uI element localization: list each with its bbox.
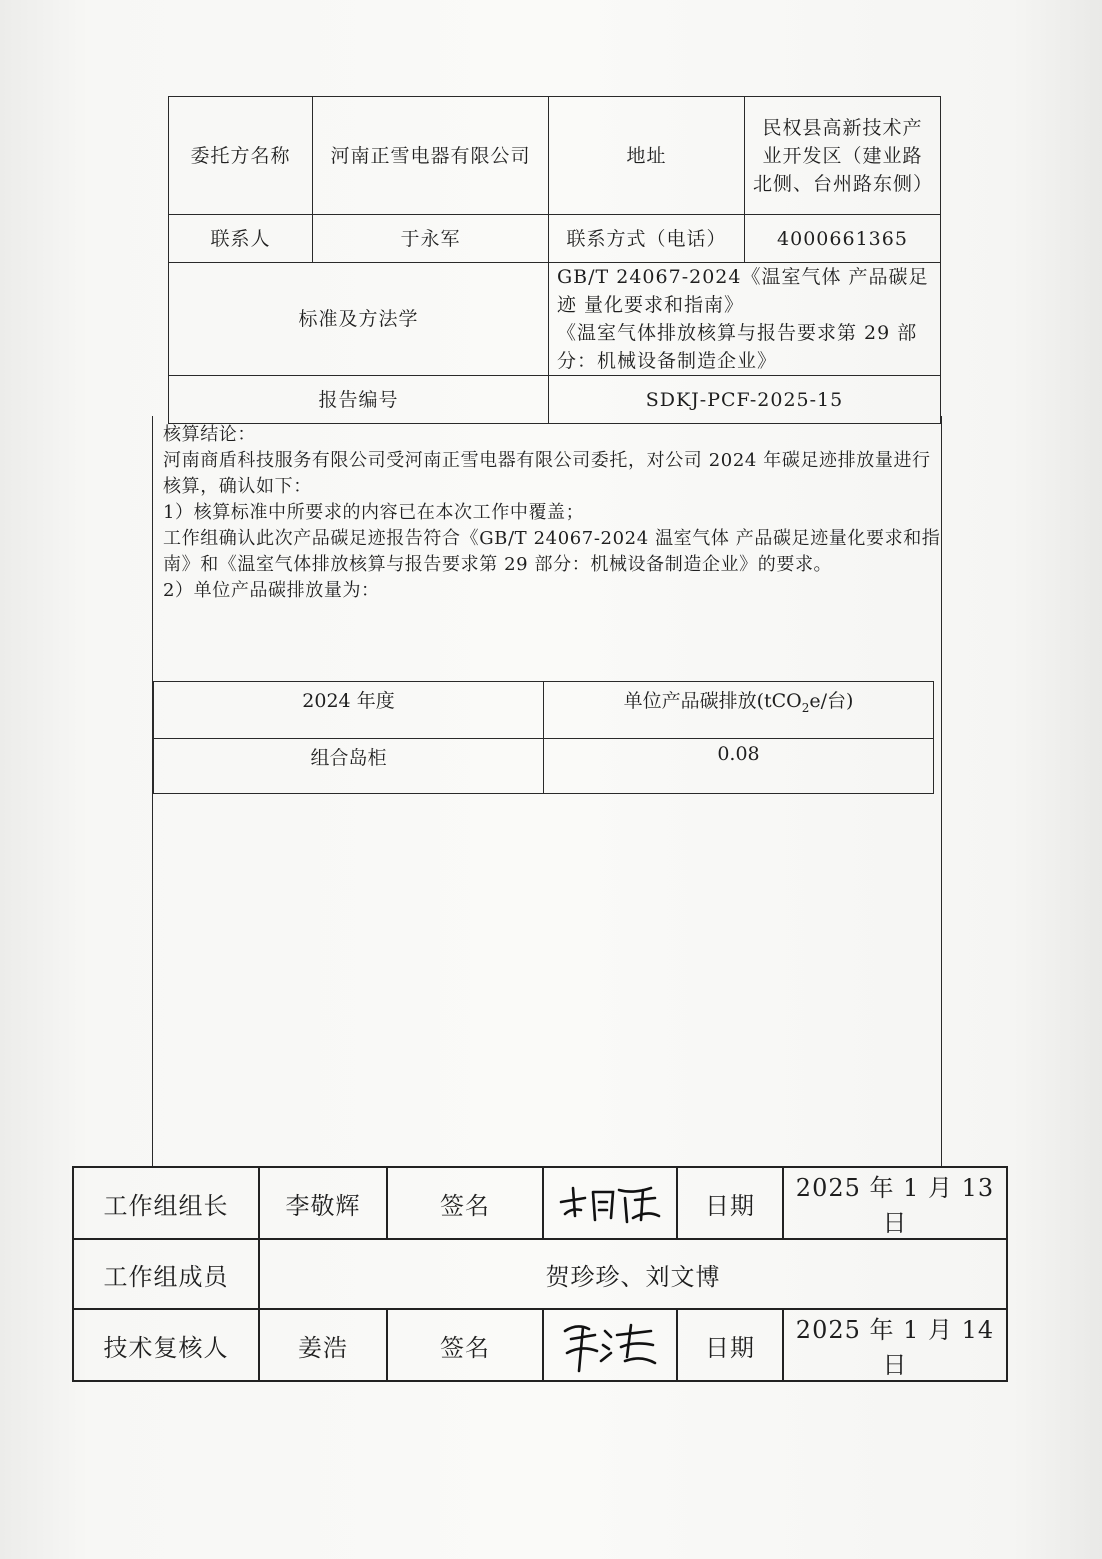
reviewer-signature-mark bbox=[555, 1317, 665, 1373]
standard-value-line-1: GB/T 24067-2024《温室气体 产品碳足迹 量化要求和指南》 bbox=[557, 266, 929, 316]
unit-header bbox=[544, 682, 934, 739]
conclusion-paragraph-1: 河南商盾科技服务有限公司受河南正雪电器有限公司委托，对公司 2024 年碳足迹排放量进行核算，确认如下： bbox=[163, 450, 931, 497]
address-value: 民权县高新技术产业开发区（建业路北侧、台州路东侧） bbox=[745, 97, 941, 215]
contact-label: 联系人 bbox=[169, 215, 313, 263]
unit-header-prefix: 单位产品碳排放(tCO bbox=[623, 690, 802, 712]
contact-value: 于永军 bbox=[313, 215, 549, 263]
emission-value: 0.08 bbox=[544, 739, 934, 794]
conclusion-item-2: 2）单位产品碳排放量为： bbox=[163, 580, 380, 601]
reviewer-label: 技术复核人 bbox=[73, 1309, 259, 1381]
members-value: 贺珍珍、刘文博 bbox=[259, 1239, 1007, 1309]
reviewer-name: 姜浩 bbox=[259, 1309, 387, 1381]
leader-name: 李敬辉 bbox=[259, 1167, 387, 1239]
address-label: 地址 bbox=[549, 97, 745, 215]
client-value: 河南正雪电器有限公司 bbox=[313, 97, 549, 215]
standard-value bbox=[549, 263, 941, 376]
reviewer-signature bbox=[543, 1309, 677, 1381]
signature-table bbox=[72, 1166, 1008, 1382]
leader-label: 工作组组长 bbox=[73, 1167, 259, 1239]
unit-header-subscript: 2 bbox=[801, 700, 810, 715]
leader-signature bbox=[543, 1167, 677, 1239]
standard-label: 标准及方法学 bbox=[169, 263, 549, 376]
client-label: 委托方名称 bbox=[169, 97, 313, 215]
phone-label: 联系方式（电话） bbox=[549, 215, 745, 263]
info-table bbox=[168, 96, 941, 424]
result-table bbox=[153, 681, 934, 794]
standard-value-line-2: 《温室气体排放核算与报告要求第 29 部分：机械设备制造企业》 bbox=[557, 322, 918, 372]
leader-date: 2025 年 1 月 13 日 bbox=[783, 1167, 1007, 1239]
report-no-value: SDKJ-PCF-2025-15 bbox=[549, 376, 941, 424]
sign-label-2: 签名 bbox=[387, 1309, 543, 1381]
conclusion-paragraph-2: 工作组确认此次产品碳足迹报告符合《GB/T 24067-2024 温室气体 产品碳足迹量化要求和指南》和《温室气体排放核算与报告要求第 29 部分：机械设备制造企业》的要求。 bbox=[163, 528, 941, 575]
sign-label-1: 签名 bbox=[387, 1167, 543, 1239]
conclusion-item-1: 1）核算标准中所要求的内容已在本次工作中覆盖； bbox=[163, 502, 585, 523]
members-label: 工作组成员 bbox=[73, 1239, 259, 1309]
year-header: 2024 年度 bbox=[154, 682, 544, 739]
phone-value: 4000661365 bbox=[745, 215, 941, 263]
leader-signature-mark bbox=[555, 1180, 665, 1226]
date-label-2: 日期 bbox=[677, 1309, 783, 1381]
date-label-1: 日期 bbox=[677, 1167, 783, 1239]
product-name: 组合岛柜 bbox=[154, 739, 544, 794]
conclusion-heading: 核算结论： bbox=[163, 424, 256, 445]
reviewer-date: 2025 年 1 月 14 日 bbox=[783, 1309, 1007, 1381]
unit-header-suffix: e/台) bbox=[809, 690, 854, 712]
report-no-label: 报告编号 bbox=[169, 376, 549, 424]
